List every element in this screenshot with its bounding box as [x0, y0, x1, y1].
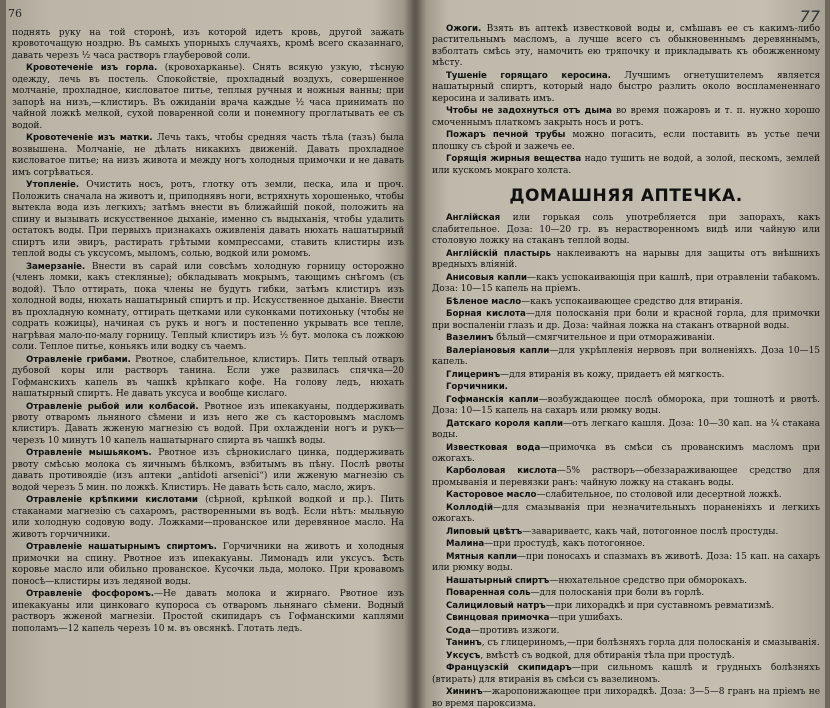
paragraph-text: —слабительное, по столовой или десертной ложкѣ.: [536, 490, 782, 501]
paragraph-text: Внести въ сарай или совсѣмъ холодную горницу осторожно (членъ ломки, какъ стекляные); обкладывать мокрымъ, тающимъ снѣгомъ (съ водой). Тѣло оттирать, пока члены не будутъ гибки, затѣмъ клистиръ изъ холодной воды, нюхать нашатырный спиртъ и пр. Искусственное дыханіе. Внести въ прохладную комнату, оттирать щетками или суконками потихоньку (чтобы не содрать кожицы), начиная съ рукъ и ногъ и постепенно укрывать все тепле, нагрѣвая мало-по-малу горницу. Теплый клистиръ изъ ½ бут. молока съ ложкою соли. Теплое питье, коньякъ или водку съ чаемъ.: [12, 261, 404, 353]
paragraph: [432, 443, 820, 466]
paragraph-text: Очистить носъ, ротъ, глотку отъ земли, песка, ила и проч. Положить сначала на животъ и, приподнявъ ноги, встряхнуть хорошенько, чтобы вытекла вода изъ легкихъ; затѣмъ внести въ ближайшій покой, положить на спину и вызывать искусственное дыханіе, именно съ выдыханія, чтобы удалить остатокъ воды. При первыхъ признакахъ оживленія давать нюхать нашатырный спиртъ или эвиръ, растирать грѣтыми компрессами, ставить клистиры изъ теплой воды съ уксусомъ, мыломъ, солью, водкой или ромомъ.: [12, 180, 404, 260]
paragraph-text: во время пожаровъ и т. п. нужно хорошо смоченнымъ платкомъ закрыть носъ и ротъ.: [432, 106, 820, 128]
paragraph-text: Рвотное, слабительное, клистиръ. Пить теплый отваръ дубовой коры или растворъ танина. Если уже развилась спячка—20 Гофманскихъ капель въ чашкѣ крѣпкаго кофе. На голову ледъ, нюхать нашатырный спиртъ. Не давать уксуса и вообще кислаго.: [12, 354, 404, 400]
paragraph-heading: Анисовыя капли: [446, 272, 527, 283]
paragraph-text: Горчичники на животъ и холодныя примочки на спину. Рвотное изъ ипекакуаны. Лимонадъ или уксусъ. Ѣсть коровье масло или обильно прованское. Кусочки льда, молоко. При кровавомъ поносѣ—клистиры изъ ледяной воды.: [12, 542, 404, 587]
paragraph-text: —отъ легкаго кашля. Доза: 10—30 кап. на ¼ стакана воды.: [432, 418, 820, 441]
paragraph-heading: Датскаго короля капли: [446, 418, 563, 429]
paragraph-heading: Отравленіе мышьякомъ.: [26, 448, 152, 459]
paragraph-heading: Отравленіе нашатырнымъ спиртомъ.: [26, 542, 217, 553]
section-title: ДОМАШНЯЯ АПТЕЧКА.: [509, 186, 743, 207]
paragraph: [432, 687, 820, 708]
paragraph: [432, 601, 820, 612]
paragraph: [432, 613, 820, 624]
paragraph-text: —при поносахъ и спазмахъ въ животѣ. Доза: 15 кап. на сахаръ или рюмку воды.: [432, 551, 820, 574]
paragraph-text: —5% растворъ—обеззараживающее средство для промыванія и перевязки ранъ: чайную ложку на стаканъ воды.: [432, 466, 820, 488]
paragraph-text: —при простудѣ, какъ потогонное.: [484, 539, 645, 550]
paragraph: [432, 297, 820, 308]
paragraph-heading: Поваренная соль: [446, 588, 531, 599]
paragraph-heading: Чтобы не задохнуться отъ дыма: [446, 106, 612, 117]
paragraph: [432, 576, 820, 587]
right-top-paragraphs: [432, 24, 820, 177]
paragraph-heading: Отравленіе рыбой или колбасой.: [26, 401, 199, 412]
paragraph: [432, 370, 820, 381]
paragraph: [432, 552, 820, 575]
paragraph: [432, 154, 820, 177]
paragraph: [432, 539, 820, 550]
right-page: [418, 0, 830, 708]
paragraph-text: —при лихорадкѣ и при суставномъ ревматизмѣ.: [545, 600, 775, 611]
paragraph: [12, 63, 404, 132]
right-page-text: [432, 24, 820, 708]
paragraph-heading: Салициловый натръ: [446, 600, 546, 611]
paragraph: [432, 71, 820, 105]
paragraph-heading: Англійскій пластырь: [446, 248, 551, 259]
paragraph-text: Лечь такъ, чтобы средняя часть тѣла (тазъ) была возвышена. Молчаніе, не дѣлать никакихъ движеній. Давать прохладное кисловатое питье; на низъ живота и между ногъ холодныя примочки и не давать имъ согрѣваться.: [12, 133, 404, 178]
paragraph-text: , вмѣстѣ съ водкой, для обтиранія тѣла при простудѣ.: [480, 650, 735, 661]
paragraph-text: —примочка въ смѣси съ прованскимъ масломъ при ожогахъ.: [432, 442, 820, 464]
paragraph-heading: Нашатырный спиртъ: [446, 575, 550, 586]
paragraph-heading: Отравленіе грибами.: [26, 354, 131, 365]
paragraph-heading: Горящія жирныя вещества: [446, 154, 582, 165]
paragraph: [12, 402, 404, 448]
paragraph: [12, 180, 404, 260]
paragraph-heading: Кровотеченіе изъ горла.: [26, 63, 158, 74]
paragraph-text: надо тушить не водой, а золой, пескомъ, землей или кускомъ мокраго холста.: [432, 154, 820, 176]
paragraph-heading: Вазелинъ: [446, 333, 494, 344]
paragraph-text: —возбуждающее послѣ обморока, при тошнотѣ и рвотѣ. Доза: 10—15 капель на сахаръ или рюмку воды.: [432, 394, 820, 417]
paragraph: [12, 542, 404, 588]
paragraph-heading: Хининъ: [446, 687, 483, 698]
paragraph: [12, 355, 404, 401]
left-page: [0, 0, 412, 708]
paragraph-text: —для полосканія при боли въ горлѣ.: [530, 588, 705, 599]
paragraph-text: —для укрѣпленія нервовъ при волненіяхъ. Доза 10—15 капель.: [432, 345, 820, 368]
paragraph: [432, 466, 820, 489]
page-edge-right: [825, 0, 830, 708]
paragraph-heading: Утопленіе.: [26, 180, 80, 191]
paragraph: [12, 448, 404, 494]
paragraph: [432, 309, 820, 332]
paragraph-heading: Замерзаніе.: [26, 261, 86, 272]
paragraph-heading: Глицеринъ: [446, 369, 501, 380]
paragraph: [12, 262, 404, 354]
paragraph-text: , съ глицериномъ,—при болѣзняхъ горла для полосканія и смазыванія.: [481, 638, 820, 649]
paragraph-text: —противъ изжоги.: [470, 625, 560, 636]
paragraph-heading: Уксусъ: [446, 650, 481, 661]
paragraph-heading: Свинцовая примочка: [446, 613, 550, 624]
paragraph: [432, 490, 820, 501]
paragraph-heading: Сода: [446, 625, 471, 636]
paragraph: [12, 28, 404, 62]
paragraph-heading: Липовый цвѣтъ: [446, 526, 523, 537]
paragraph-text: —при сильномъ кашлѣ и грудныхъ болѣзняхъ (втирать) для втиранія въ смѣси съ вазелиномъ.: [432, 663, 820, 685]
paragraph-heading: Известковая вода: [446, 442, 541, 453]
paragraph-text: Лучшимъ огнетушителемъ является нашатырный спиртъ, который надо быстро разлить около воспламененнаго керосина и заливать имъ.: [432, 70, 820, 104]
paragraph: [432, 24, 820, 70]
paragraph-text: или горькая соль употребляется при запорахъ, какъ слабительное. Доза: 10—20 гр. въ нерастворенномъ видѣ или чайную или столовую ложку на стаканъ теплой воды.: [432, 213, 820, 247]
paragraph: [432, 249, 820, 272]
paragraph-heading: Карболовая кислота: [446, 466, 557, 477]
paragraph-heading: Англійская: [446, 213, 501, 224]
paragraph-heading: Гофманскія капли: [446, 394, 539, 405]
paragraph-text: —Не давать молока и жирнаго. Рвотное изъ ипекакуаны или цинковаго купороса съ отваромъ льнянаго сѣмени. Водный растворъ жженой магнезіи. Простой скипидаръ съ Гофманскими каплями пополамъ—12 капель черезъ 10 м. въ овсянкѣ. Глотать ледъ.: [12, 589, 404, 634]
paragraph: [432, 395, 820, 418]
paragraph-text: —какъ успокаивающее средство для втиранія.: [521, 296, 743, 307]
paragraph: [432, 130, 820, 153]
paragraph-text: —нюхательное средство при обморокахъ.: [549, 575, 748, 586]
paragraph-heading: Пожаръ печной трубы: [446, 130, 566, 141]
paragraph: [12, 589, 404, 635]
paragraph-text: можно погасить, если поставить въ устье печи плошку съ сѣрой и зажечь ее.: [432, 130, 820, 152]
paragraph: [432, 213, 820, 247]
paragraph-heading: Кровотеченіе изъ матки.: [26, 133, 153, 144]
paragraph: [432, 663, 820, 686]
paragraph: [12, 495, 404, 541]
paragraph-text: —для смазыванія при незначительныхъ пораненіяхъ и легкихъ ожогахъ.: [432, 502, 820, 525]
paragraph: [432, 346, 820, 369]
paragraph: [432, 626, 820, 637]
paragraph-heading: Касторовое масло: [446, 490, 537, 501]
paragraph-heading: Мятныя капли: [446, 551, 518, 562]
paragraph-text: Рвотное изъ сѣрнокислаго цинка, поддерживать рвоту смѣсью молока съ яичнымъ бѣлкомъ, взбитымъ въ пѣну. Послѣ рвоты давать противоядіе (изъ аптеки „antidoti arsenici“) или жженую магнезію съ водой черезъ 5 мин. по ложкѣ. Клистиръ. Не давать ѣсть сало, масло, жиръ.: [12, 448, 404, 493]
paragraph-text: (кровохарканье). Снять всякую узкую, тѣсную одежду, лечь въ постель. Спокойствіе, прохладный воздухъ, совершенное молчаніе, прохладное, кисловатое питье, теплыя ручныя и ножныя ванны; при запорѣ на низъ,—клистиръ. Въ ожиданіи врача каждые ½ часа принимать по чайной ложкѣ мелкой, сухой поваренной соли и понемногу проглатывать ее съ водой.: [12, 63, 404, 131]
paragraph-text: Рвотное изъ ипекакуаны, поддерживать рвоту отваромъ льняного сѣмени и изъ него же съ касторовымъ масломъ клистиръ. Давать жженую магнезію съ водой. При охлажденіи ногъ и рукъ—черезъ 10 минутъ 10 капель нашатырнаго спирта въ чашкѣ воды.: [12, 401, 404, 446]
paragraph-text: наклеиваютъ на нарывы для защиты отъ внѣшнихъ вредныхъ вліяній.: [432, 248, 820, 271]
paragraph-text: —какъ успокаивающія при кашлѣ, при отравленіи табакомъ. Доза: 10—15 капель на пріемъ.: [432, 272, 820, 295]
paragraph-text: Взять въ аптекѣ известковой воды и, смѣшавъ ее съ какимъ-либо растительнымъ масломъ, а лучше всего съ обыкновеннымъ деревяннымъ, взболтать смѣсь эту, намочить ею тряпочку и прикладывать къ обожженному мѣсту.: [432, 24, 820, 69]
paragraph: [432, 651, 820, 662]
paragraph: [12, 133, 404, 179]
paragraph-heading: Танинъ: [446, 638, 482, 649]
paragraph-heading: Малина: [446, 539, 485, 550]
paragraph: [432, 527, 820, 538]
paragraph: [432, 273, 820, 296]
paragraph: [432, 106, 820, 129]
paragraph-heading: Валеріановыя капли: [446, 345, 550, 356]
paragraph: [432, 638, 820, 649]
pharmacy-list: [432, 213, 820, 708]
paragraph-text: (сѣрной, крѣпкой водкой и пр.). Пить стаканами магнезію съ сахаромъ, растворенными въ водѣ. Если нѣтъ: мыльную или холодную содовую воду. Ложками—прованское или деревянное масло. На животъ горчичники.: [12, 495, 404, 540]
paragraph-heading: Ожоги.: [446, 24, 482, 34]
paragraph: [432, 333, 820, 344]
paragraph-heading: Отравленіе крѣпкими кислотами: [26, 495, 198, 506]
paragraph-heading: Тушеніе горящаго керосина.: [446, 70, 611, 81]
paragraph-text: —для втиранія въ кожу, придаетъ ей мягкость.: [500, 369, 725, 380]
paragraph-heading: Борная кислота: [446, 309, 526, 320]
paragraph: [432, 588, 820, 599]
paragraph-heading: Коллодій: [446, 502, 493, 513]
paragraph-text: —завариваетс, какъ чай, потогонное послѣ простуды.: [522, 526, 779, 537]
left-page-number: 76: [8, 7, 22, 20]
right-page-number: 77: [799, 7, 820, 26]
paragraph-text: бѣлый—смягчительное и при отмораживаніи.: [493, 333, 715, 344]
paragraph-text: —жаропонижающее при лихорадкѣ. Доза: 3—5—8 гранъ на пріемъ не во время пароксизма.: [432, 687, 820, 708]
paragraph-heading: Бѣленое масло: [446, 296, 522, 307]
paragraph-text: поднять руку на той сторонѣ, изъ которой идетъ кровь, другой зажать кровоточащую ноздрю. Въ самыхъ упорныхъ случаяхъ, кромѣ всего сказаннаго, давать черезъ ½ часа растворъ глауберовой соли.: [12, 28, 404, 61]
paragraph-heading: Отравленіе фосфоромъ.: [26, 589, 154, 600]
paragraph: [432, 419, 820, 442]
left-page-text: [12, 28, 404, 636]
paragraph-text: —для полосканія при боли и красной горла, для примочки при воспаленіи глазъ и др. Доза: чайная ложка на стаканъ отварной воды.: [432, 309, 820, 331]
paragraph-heading: Горчичники.: [446, 382, 508, 393]
paragraph: [432, 503, 820, 526]
paragraph-text: —при ушибахъ.: [549, 613, 623, 624]
paragraph-heading: Французскій скипидаръ: [446, 663, 572, 674]
paragraph: [432, 382, 820, 393]
